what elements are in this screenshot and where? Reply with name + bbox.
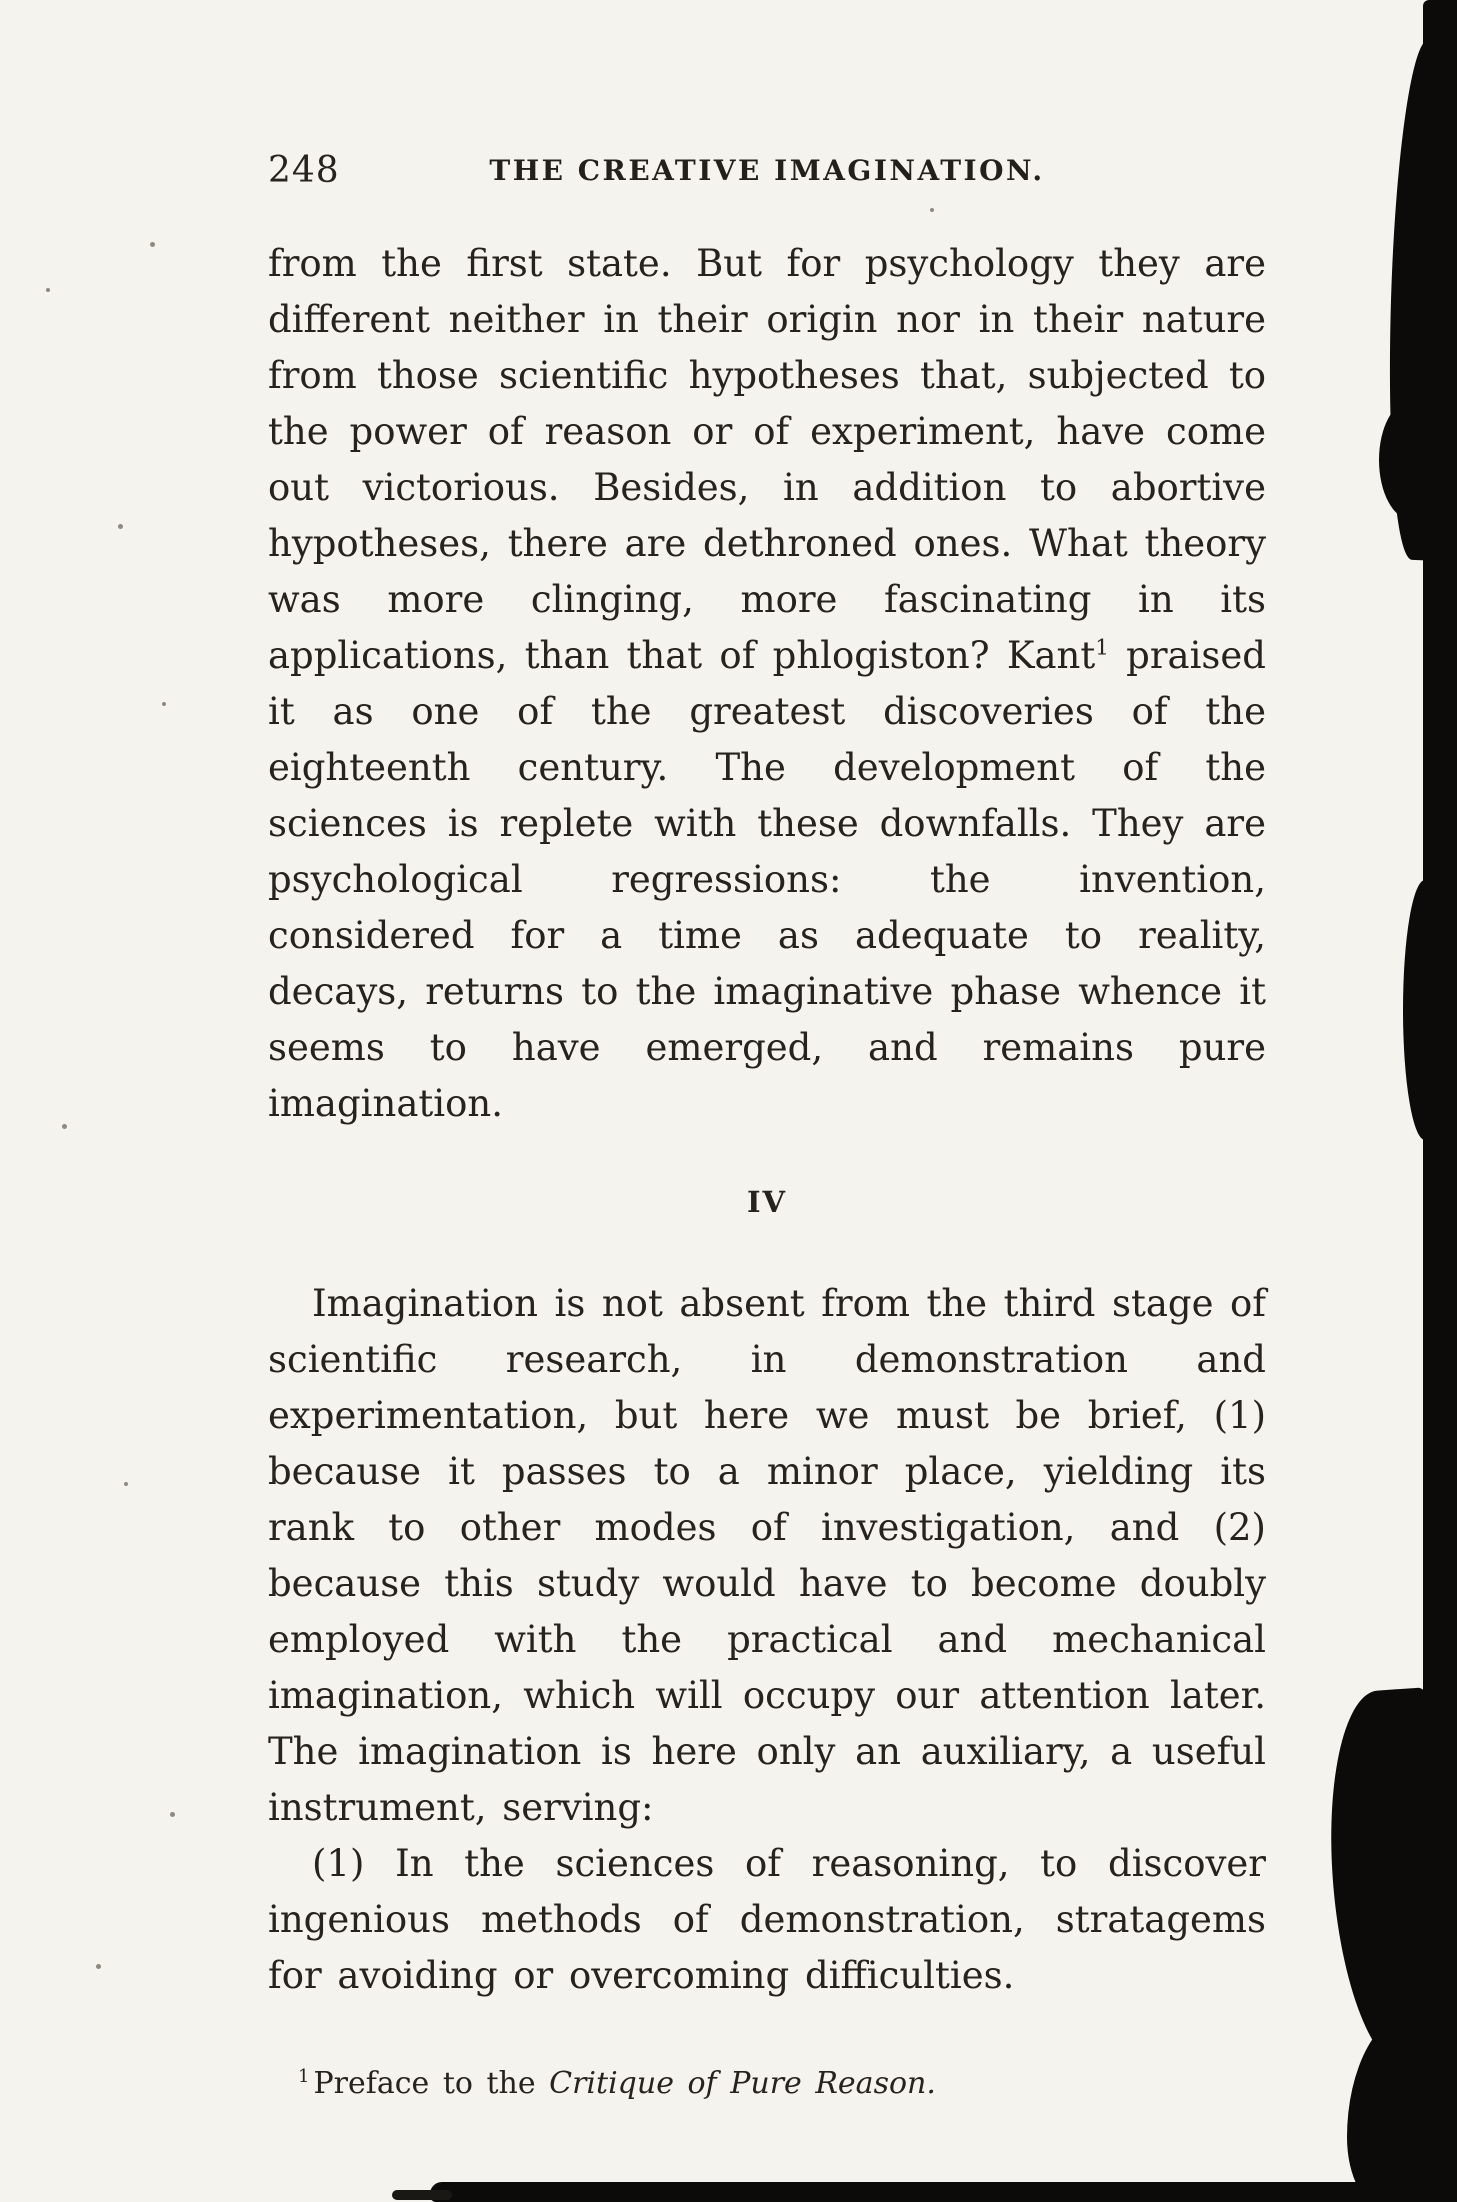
scan-speck	[46, 288, 50, 292]
paragraph-3: (1) In the sciences of reasoning, to discover ingenious methods of demonstration, stratagems for avoiding or overcoming difficulties.	[268, 1842, 1266, 1997]
footnote-marker: 1	[298, 2066, 310, 2087]
scan-speck	[96, 1964, 101, 1969]
scan-artifact-right-blob	[1403, 880, 1447, 1140]
paragraph-1-text-after: praised it as one of the greatest discoveries of the eighteenth century. The development of the sciences is replete with these downfalls. They are psychological regressions: the invention, considered for a time as adequate to reality, decays, returns to the imaginative phase whence it seems to have emerged, and remains pure imagination.	[268, 634, 1266, 1125]
running-header: THE CREATIVE IMAGINATION.	[489, 154, 1045, 187]
scan-speck	[118, 524, 123, 529]
scan-speck	[170, 1812, 175, 1817]
paragraph-1	[268, 236, 1266, 1132]
paragraph-1-text-before: from the first state. But for psychology they are different neither in their origin nor in their nature from those scientific hypotheses that, subjected to the power of reason or of experiment, have come out victorious. Besides, in addition to abortive hypotheses, there are dethroned ones. What theory was more clinging, more fascinating in its applications, than that of phlogiston? Kant	[268, 242, 1266, 677]
paragraph-2: Imagination is not absent from the third stage of scientific research, in demonstration and experimentation, but here we must be brief, (1) because it passes to a minor place, yielding its rank to other modes of investigation, and (2) because this study would have to become doubly employed with the practical and mechanical imagination, which will occupy our attention later. The imagination is here only an auxiliary, a useful instrument, serving:	[268, 1282, 1266, 1829]
scan-speck	[162, 702, 166, 706]
page-number: 248	[268, 150, 340, 191]
scan-artifact-right-blob	[1379, 400, 1445, 520]
section-heading: IV	[746, 1185, 788, 1219]
footnote-book-title: Critique of Pure Reason.	[549, 2066, 936, 2101]
scan-speck	[150, 242, 155, 247]
footnote-text: Preface to the	[313, 2066, 550, 2101]
scan-artifact-bottom-bar	[430, 2182, 1457, 2202]
scan-speck	[930, 208, 934, 212]
scan-artifact-bottom-bar	[392, 2190, 452, 2200]
body-text	[268, 236, 1266, 2106]
page-header	[268, 148, 1266, 196]
scan-artifact-corner-blob	[1347, 2010, 1457, 2202]
footnote	[268, 2062, 1266, 2106]
footnote-reference-mark: 1	[1095, 635, 1109, 661]
scan-speck	[124, 1482, 128, 1486]
scan-speck	[62, 1124, 67, 1129]
